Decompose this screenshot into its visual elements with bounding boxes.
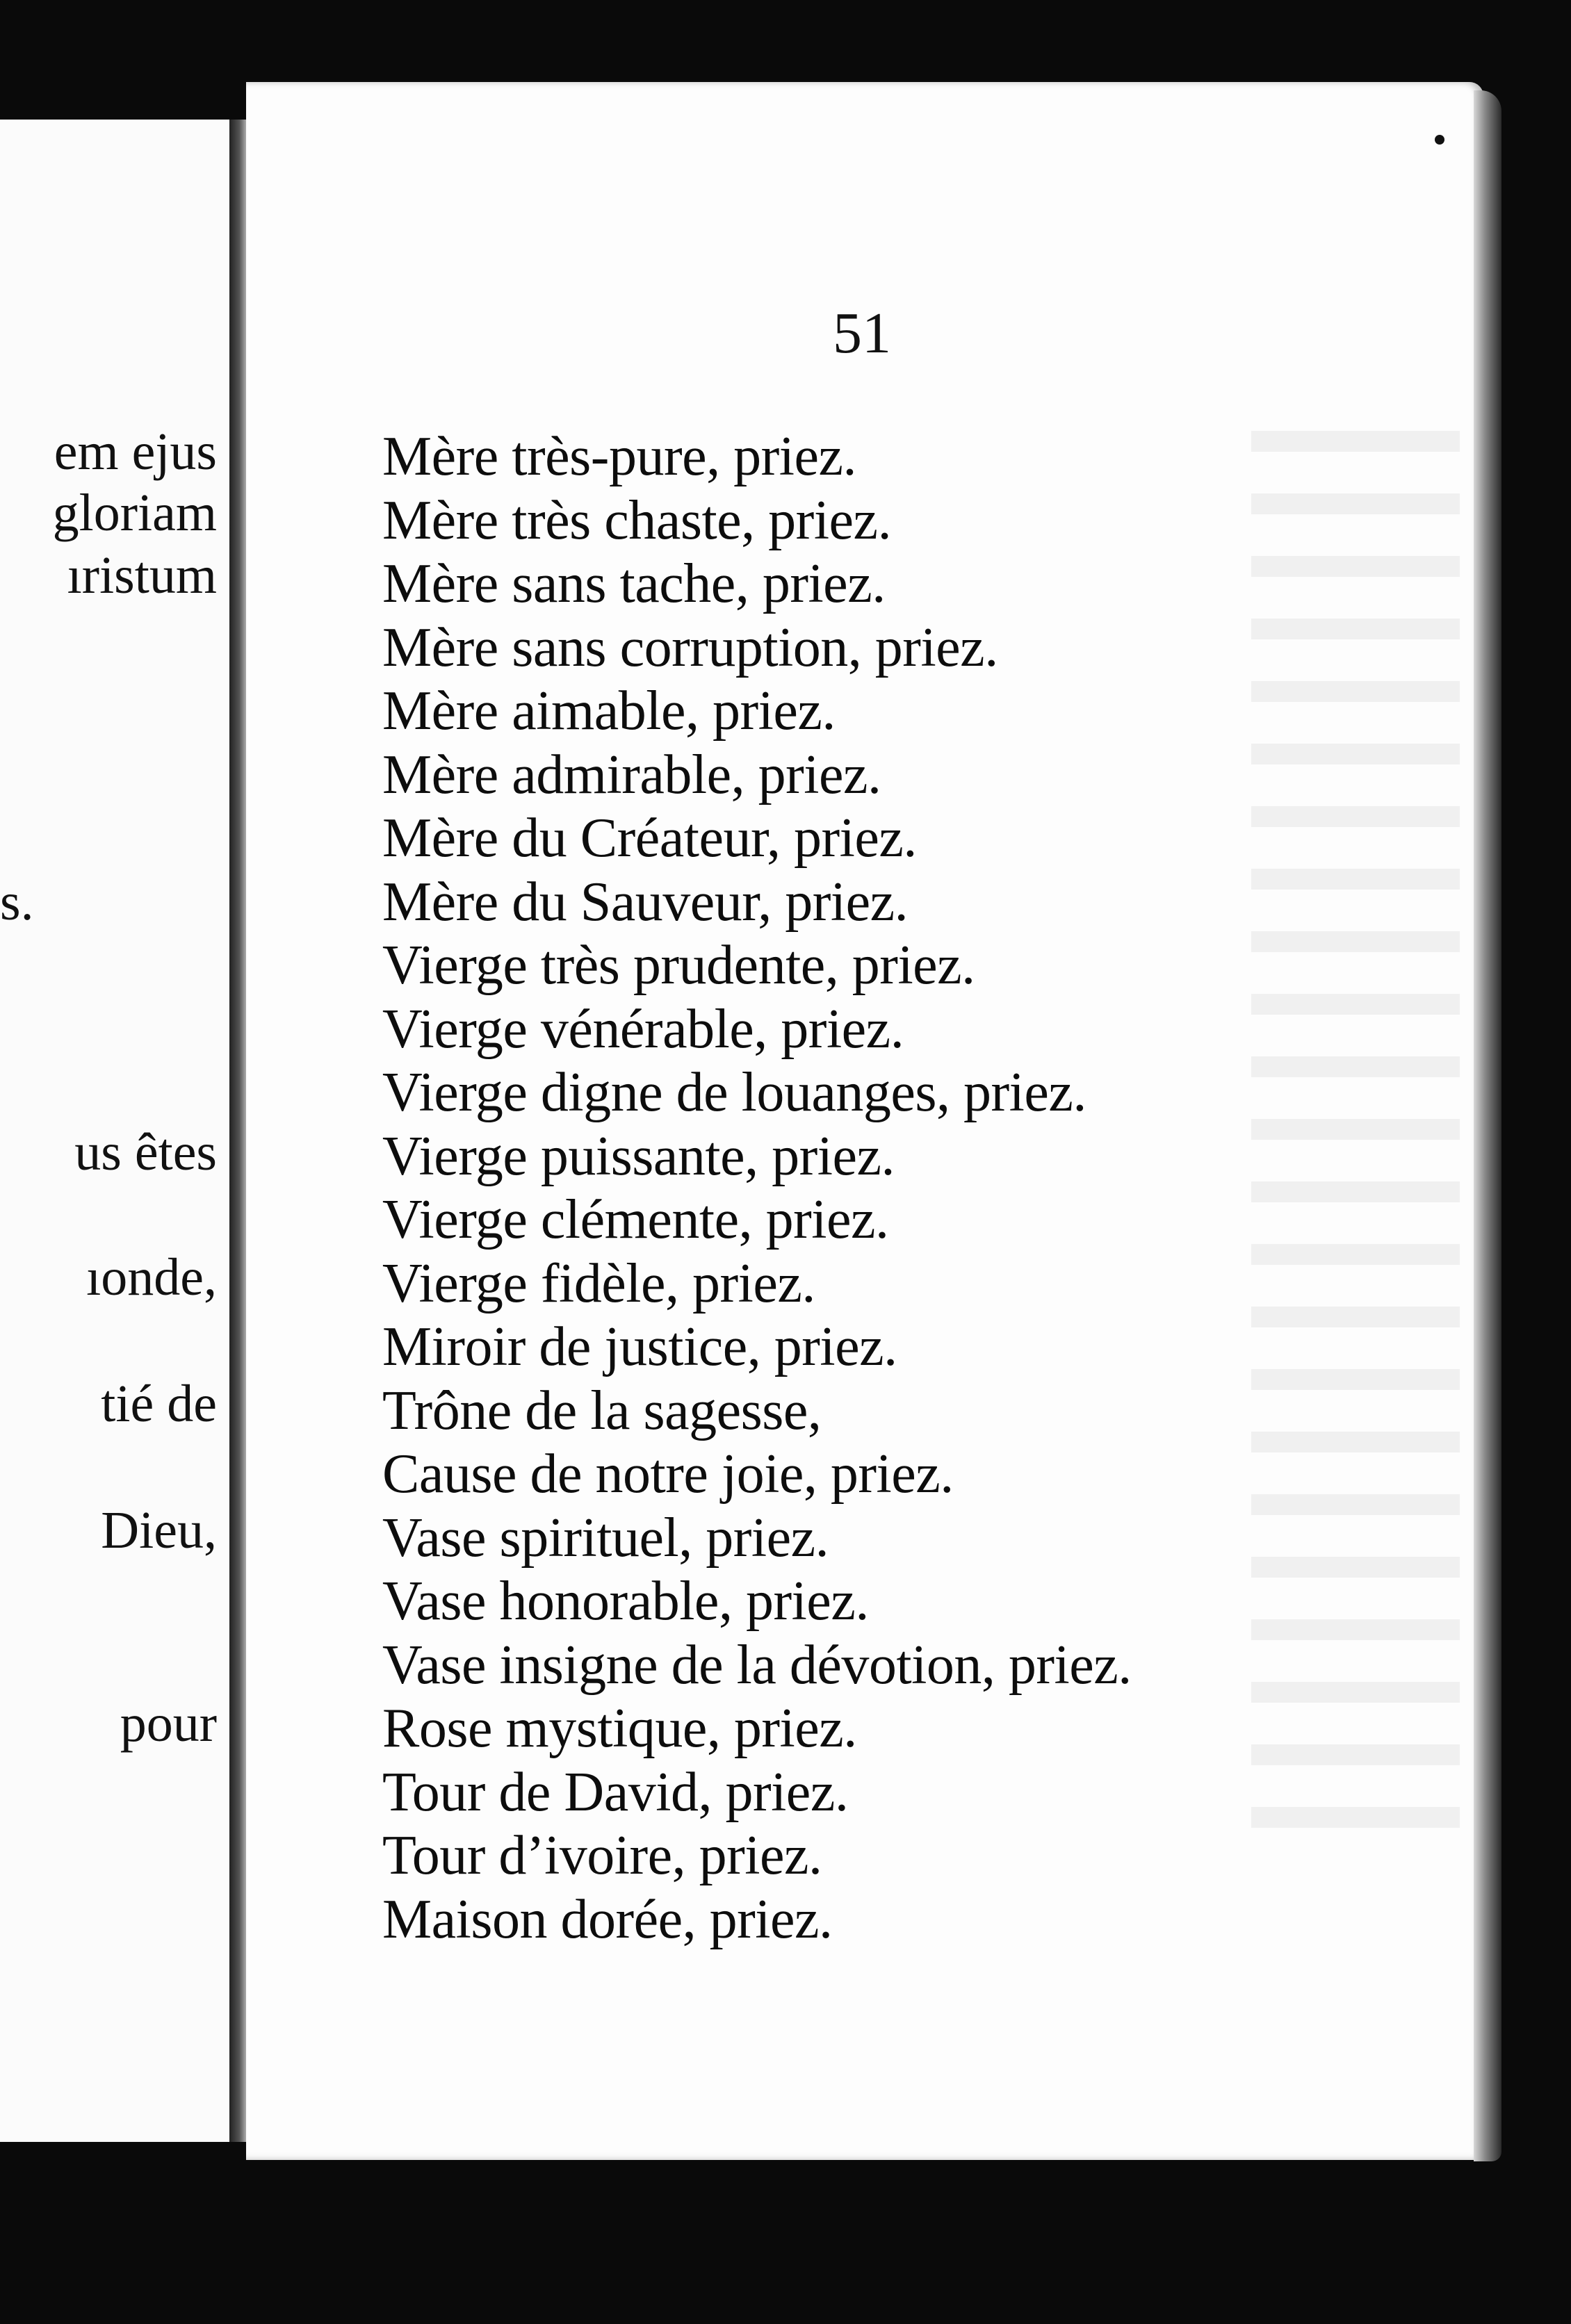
litany-line: Vierge digne de louanges, priez. [382, 1062, 1086, 1123]
left-page-fragment: Dieu, [101, 1501, 217, 1560]
left-page-fragment: ıonde, [86, 1248, 217, 1307]
left-page-fragment: tié de [101, 1375, 217, 1433]
left-page-fragment: ıristum [67, 546, 217, 605]
left-page-fragment: us êtes [74, 1123, 217, 1181]
left-page-fragment: s. [0, 873, 34, 931]
show-through-text [1251, 389, 1460, 1849]
litany-line: Mère du Sauveur, priez. [382, 871, 909, 933]
litany-line: Vase insigne de la dévotion, priez. [382, 1634, 1132, 1696]
litany-line: Trône de la sagesse, [382, 1380, 822, 1441]
litany-line: Miroir de justice, priez. [382, 1316, 897, 1377]
litany-line: Tour d’ivoire, priez. [382, 1825, 822, 1886]
litany-line: Mère admirable, priez. [382, 744, 881, 805]
litany-line: Vierge fidèle, priez. [382, 1252, 815, 1314]
page-edge [1474, 90, 1501, 2161]
litany-line: Mère très chaste, priez. [382, 489, 892, 551]
litany-line: Mère du Créateur, priez. [382, 808, 917, 869]
litany-line: Mère sans tache, priez. [382, 553, 886, 614]
litany-line: Mère aimable, priez. [382, 680, 836, 742]
litany-line: Rose mystique, priez. [382, 1698, 857, 1759]
litany-line: Mère sans corruption, priez. [382, 616, 998, 678]
litany-line: Mère très-pure, priez. [382, 426, 856, 487]
left-page [0, 120, 234, 2142]
ink-speck [1435, 135, 1444, 145]
left-page-fragment: em ejus [54, 423, 217, 481]
litany-line: Vierge vénérable, priez. [382, 998, 904, 1060]
litany-list [382, 425, 1132, 1951]
litany-line: Vierge puissante, priez. [382, 1125, 895, 1187]
litany-line: Maison dorée, priez. [382, 1888, 833, 1950]
litany-line: Vierge clémente, priez. [382, 1189, 889, 1250]
litany-line: Vase honorable, priez. [382, 1571, 869, 1632]
left-page-fragment: pour [120, 1694, 217, 1753]
litany-line: Vierge très prudente, priez. [382, 935, 975, 996]
left-page-fragment: gloriam [52, 484, 217, 542]
book-gutter [229, 120, 246, 2142]
litany-line: Tour de David, priez. [382, 1761, 849, 1823]
litany-line: Cause de notre joie, priez. [382, 1443, 954, 1505]
page-number: 51 [833, 301, 891, 366]
litany-line: Vase spirituel, priez. [382, 1507, 829, 1569]
